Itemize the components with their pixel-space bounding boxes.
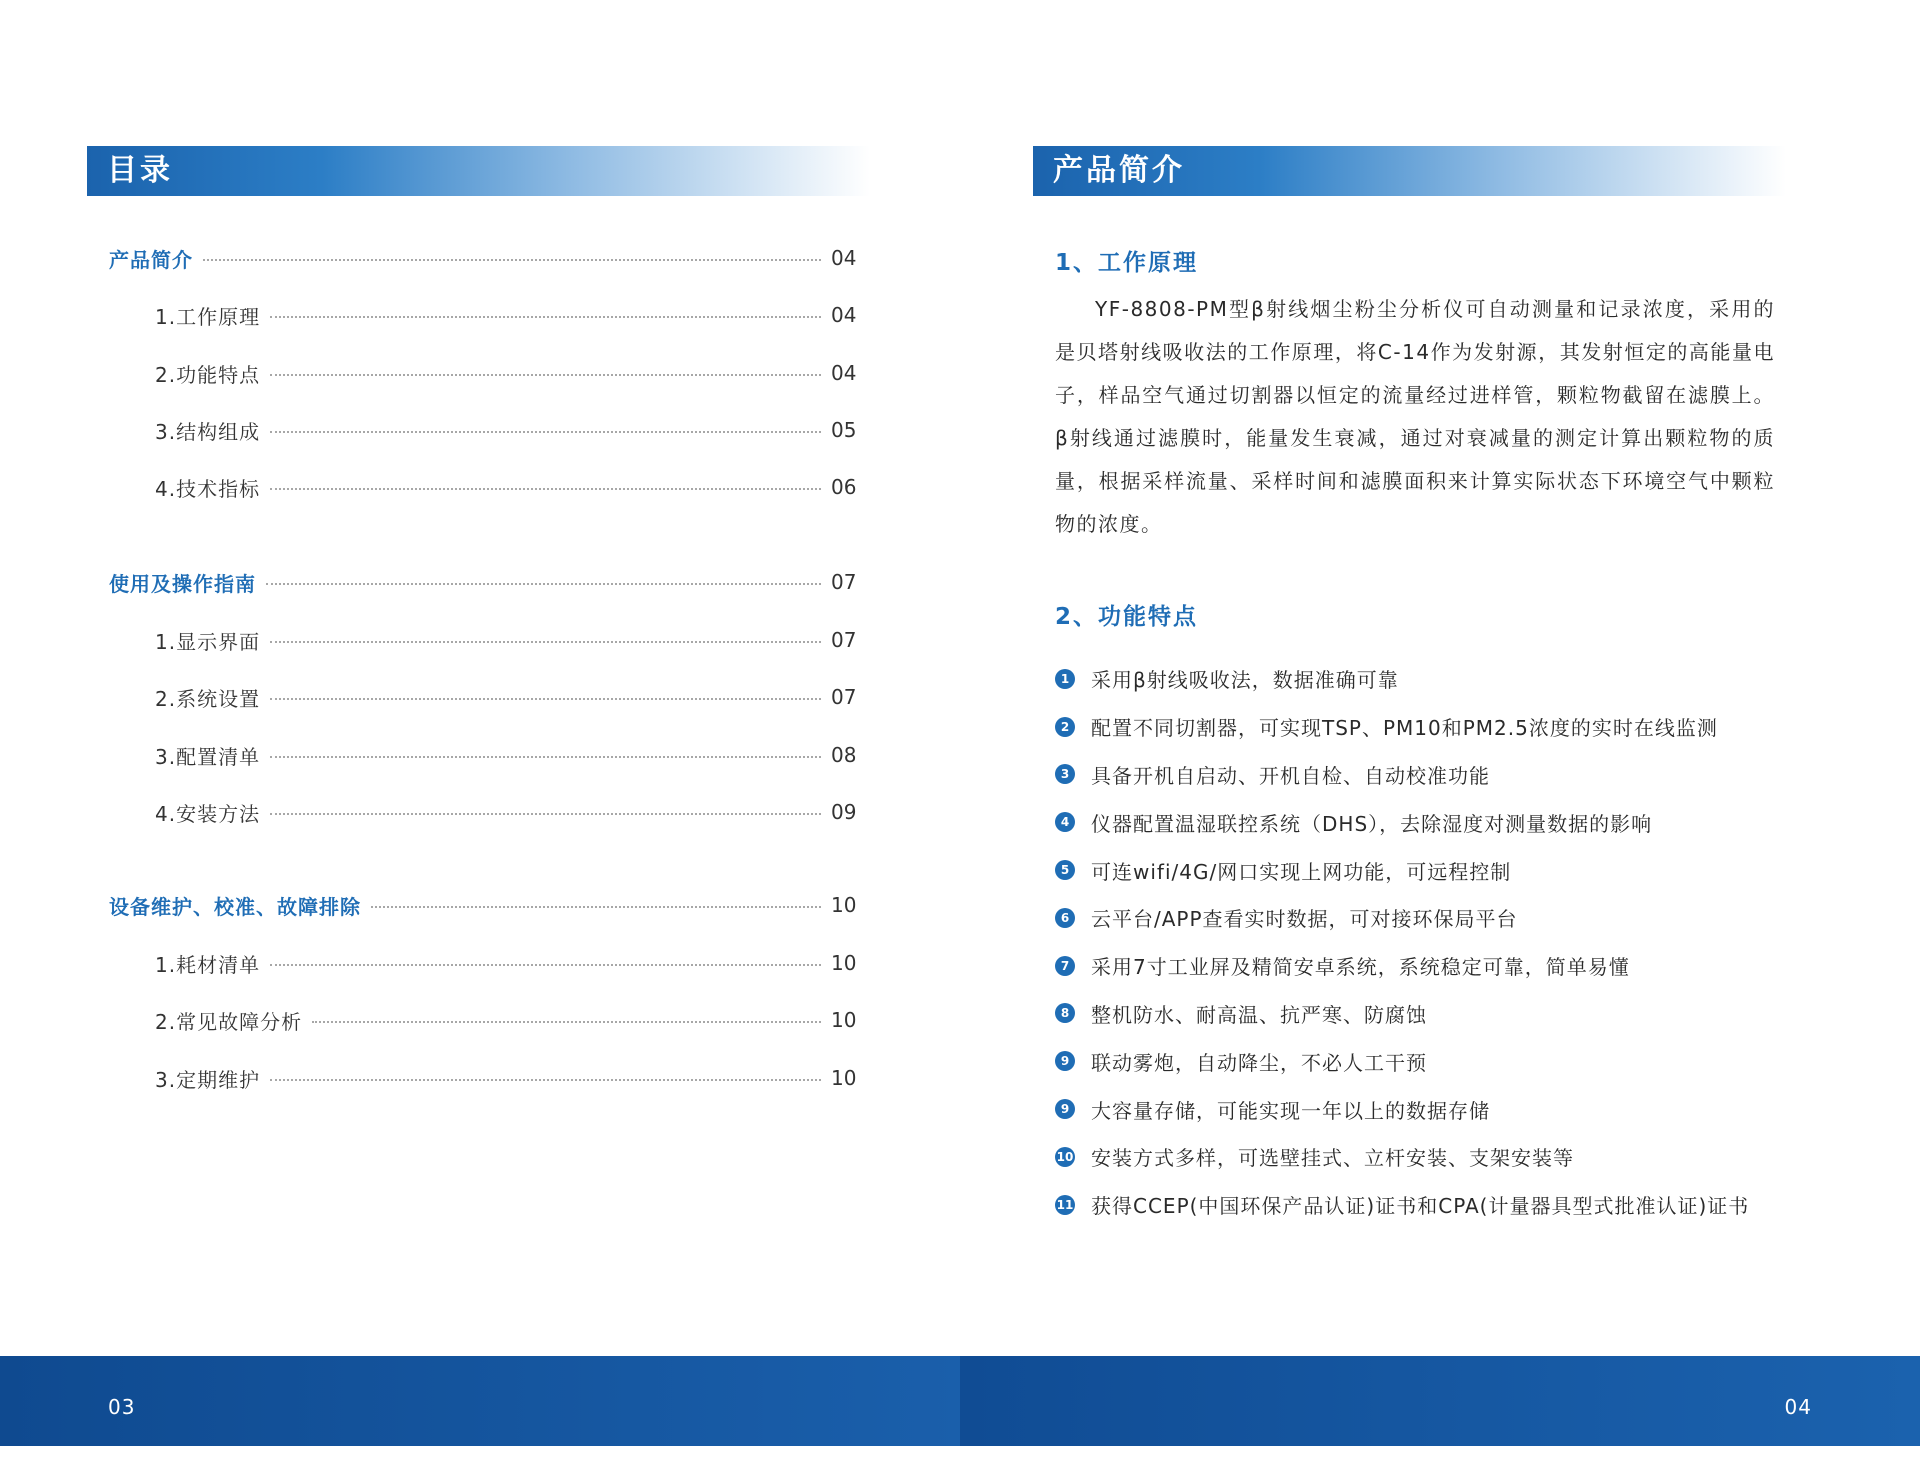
number-badge-icon: 7 <box>1055 956 1075 976</box>
toc-leader-dots <box>270 374 821 376</box>
list-item <box>1055 703 1815 751</box>
toc-leader-dots <box>270 316 821 318</box>
list-item <box>1055 894 1815 942</box>
toc-entry-page: 07 <box>831 570 857 594</box>
list-item <box>1055 1037 1815 1085</box>
toc-entry-operation-guide[interactable] <box>109 566 865 598</box>
toc-entry-label: 1.显示界面 <box>155 629 261 654</box>
toc-leader-dots <box>270 431 821 433</box>
working-principle-text: YF-8808-PM型β射线烟尘粉尘分析仪可自动测量和记录浓度，采用的是贝塔射线吸收法的工作原理，将C-14作为发射源，其发射恒定的高能量电子，样品空气通过切割器以恒定的流量经过进样管，颗粒物截留在滤膜上。β射线通过滤膜时，能量发生衰减，通过对衰减量的测定计算出颗粒物的质量，根据采样流量、采样时间和滤膜面积来计算实际状态下环境空气中颗粒物的浓度。 <box>1055 297 1775 536</box>
toc-entry-regular-maintenance[interactable] <box>155 1062 865 1094</box>
toc-leader-dots <box>270 756 821 758</box>
page-number-right: 04 <box>1784 1395 1812 1419</box>
toc-entry-maintenance[interactable] <box>109 889 865 921</box>
list-item <box>1055 1133 1815 1181</box>
list-item <box>1055 798 1815 846</box>
toc-leader-dots <box>270 964 821 966</box>
toc-entry-config-list[interactable] <box>155 739 865 771</box>
toc-entry-page: 10 <box>831 1066 857 1090</box>
intro-header-bar <box>1033 146 1786 196</box>
toc-entry-installation[interactable] <box>155 796 865 828</box>
toc-leader-dots <box>270 1079 821 1081</box>
number-badge-icon: 3 <box>1055 764 1075 784</box>
toc-entry-label: 产品简介 <box>109 247 193 272</box>
toc-entry-label: 3.定期维护 <box>155 1067 261 1092</box>
number-badge-icon: 4 <box>1055 812 1075 832</box>
toc-entry-label: 2.功能特点 <box>155 362 261 387</box>
list-item <box>1055 1085 1815 1133</box>
toc-entry-specs[interactable] <box>155 471 865 503</box>
toc-entry-display[interactable] <box>155 624 865 656</box>
toc-entry-page: 09 <box>831 800 857 824</box>
toc-leader-dots <box>270 698 821 700</box>
toc-entry-settings[interactable] <box>155 681 865 713</box>
list-item <box>1055 990 1815 1038</box>
page-number-left: 03 <box>108 1395 136 1419</box>
toc-leader-dots <box>270 641 821 643</box>
toc-entry-page: 10 <box>831 893 857 917</box>
number-badge-icon: 8 <box>1055 1003 1075 1023</box>
toc-entry-label: 2.系统设置 <box>155 686 261 711</box>
number-badge-icon: 5 <box>1055 860 1075 880</box>
toc-entry-consumables[interactable] <box>155 947 865 979</box>
toc-entry-label: 设备维护、校准、故障排除 <box>109 894 361 919</box>
toc-entry-label: 4.安装方法 <box>155 801 261 826</box>
toc-entry-working-principle[interactable] <box>155 299 865 331</box>
toc-entry-page: 07 <box>831 685 857 709</box>
number-badge-icon: 9 <box>1055 1099 1075 1119</box>
toc-entry-label: 使用及操作指南 <box>109 571 256 596</box>
feature-text: 云平台/APP查看实时数据，可对接环保局平台 <box>1091 907 1518 932</box>
features-heading: 2、功能特点 <box>1055 604 1199 630</box>
number-badge-icon: 11 <box>1055 1195 1075 1215</box>
feature-text: 具备开机自启动、开机自检、自动校准功能 <box>1091 763 1490 788</box>
number-badge-icon: 6 <box>1055 908 1075 928</box>
toc-entry-label: 1.工作原理 <box>155 304 261 329</box>
toc-entry-page: 08 <box>831 743 857 767</box>
feature-text: 配置不同切割器，可实现TSP、PM10和PM2.5浓度的实时在线监测 <box>1091 716 1718 741</box>
feature-text: 采用7寸工业屏及精简安卓系统，系统稳定可靠，简单易懂 <box>1091 955 1630 980</box>
feature-text: 获得CCEP(中国环保产品认证)证书和CPA(计量器具型式批准认证)证书 <box>1091 1194 1750 1219</box>
footer-right <box>960 1356 1920 1446</box>
feature-list <box>1055 655 1815 1229</box>
right-page <box>960 0 1920 1446</box>
toc-entry-label: 2.常见故障分析 <box>155 1009 303 1034</box>
toc-title: 目录 <box>107 153 173 188</box>
toc-leader-dots <box>270 488 821 490</box>
feature-text: 仪器配置温湿联控系统（DHS），去除湿度对测量数据的影响 <box>1091 811 1653 836</box>
feature-text: 整机防水、耐高温、抗严寒、防腐蚀 <box>1091 1002 1427 1027</box>
toc-entry-structure[interactable] <box>155 414 865 446</box>
toc-leader-dots <box>371 906 821 908</box>
toc-entry-label: 4.技术指标 <box>155 476 261 501</box>
number-badge-icon: 10 <box>1055 1147 1075 1167</box>
toc-leader-dots <box>203 259 821 261</box>
left-page <box>0 0 960 1446</box>
feature-text: 安装方式多样，可选壁挂式、立杆安装、支架安装等 <box>1091 1146 1574 1171</box>
feature-text: 采用β射线吸收法，数据准确可靠 <box>1091 668 1399 693</box>
number-badge-icon: 2 <box>1055 717 1075 737</box>
toc-entry-label: 3.配置清单 <box>155 744 261 769</box>
toc-entry-product-intro[interactable] <box>109 242 865 274</box>
working-principle-heading: 1、工作原理 <box>1055 250 1199 276</box>
number-badge-icon: 1 <box>1055 669 1075 689</box>
toc-entry-page: 04 <box>831 361 857 385</box>
toc-leader-dots <box>266 583 821 585</box>
toc-leader-dots <box>312 1021 821 1023</box>
footer-band <box>0 1356 1920 1446</box>
toc-entry-troubleshooting[interactable] <box>155 1004 865 1036</box>
toc-entry-page: 10 <box>831 1008 857 1032</box>
toc-entry-label: 1.耗材清单 <box>155 952 261 977</box>
toc-entry-page: 07 <box>831 628 857 652</box>
list-item <box>1055 751 1815 799</box>
toc-entry-page: 10 <box>831 951 857 975</box>
number-badge-icon: 9 <box>1055 1051 1075 1071</box>
feature-text: 大容量存储，可能实现一年以上的数据存储 <box>1091 1098 1490 1123</box>
toc-entry-features[interactable] <box>155 357 865 389</box>
toc-entry-label: 3.结构组成 <box>155 419 261 444</box>
list-item <box>1055 846 1815 894</box>
list-item <box>1055 1181 1815 1229</box>
table-of-contents <box>0 0 960 1446</box>
feature-text: 联动雾炮，自动降尘，不必人工干预 <box>1091 1050 1427 1075</box>
footer-left <box>0 1356 960 1446</box>
toc-entry-page: 05 <box>831 418 857 442</box>
toc-entry-page: 04 <box>831 246 857 270</box>
list-item <box>1055 655 1815 703</box>
intro-title: 产品简介 <box>1053 153 1185 188</box>
toc-entry-page: 04 <box>831 303 857 327</box>
toc-leader-dots <box>270 813 821 815</box>
feature-text: 可连wifi/4G/网口实现上网功能，可远程控制 <box>1091 859 1512 884</box>
toc-entry-page: 06 <box>831 475 857 499</box>
list-item <box>1055 942 1815 990</box>
